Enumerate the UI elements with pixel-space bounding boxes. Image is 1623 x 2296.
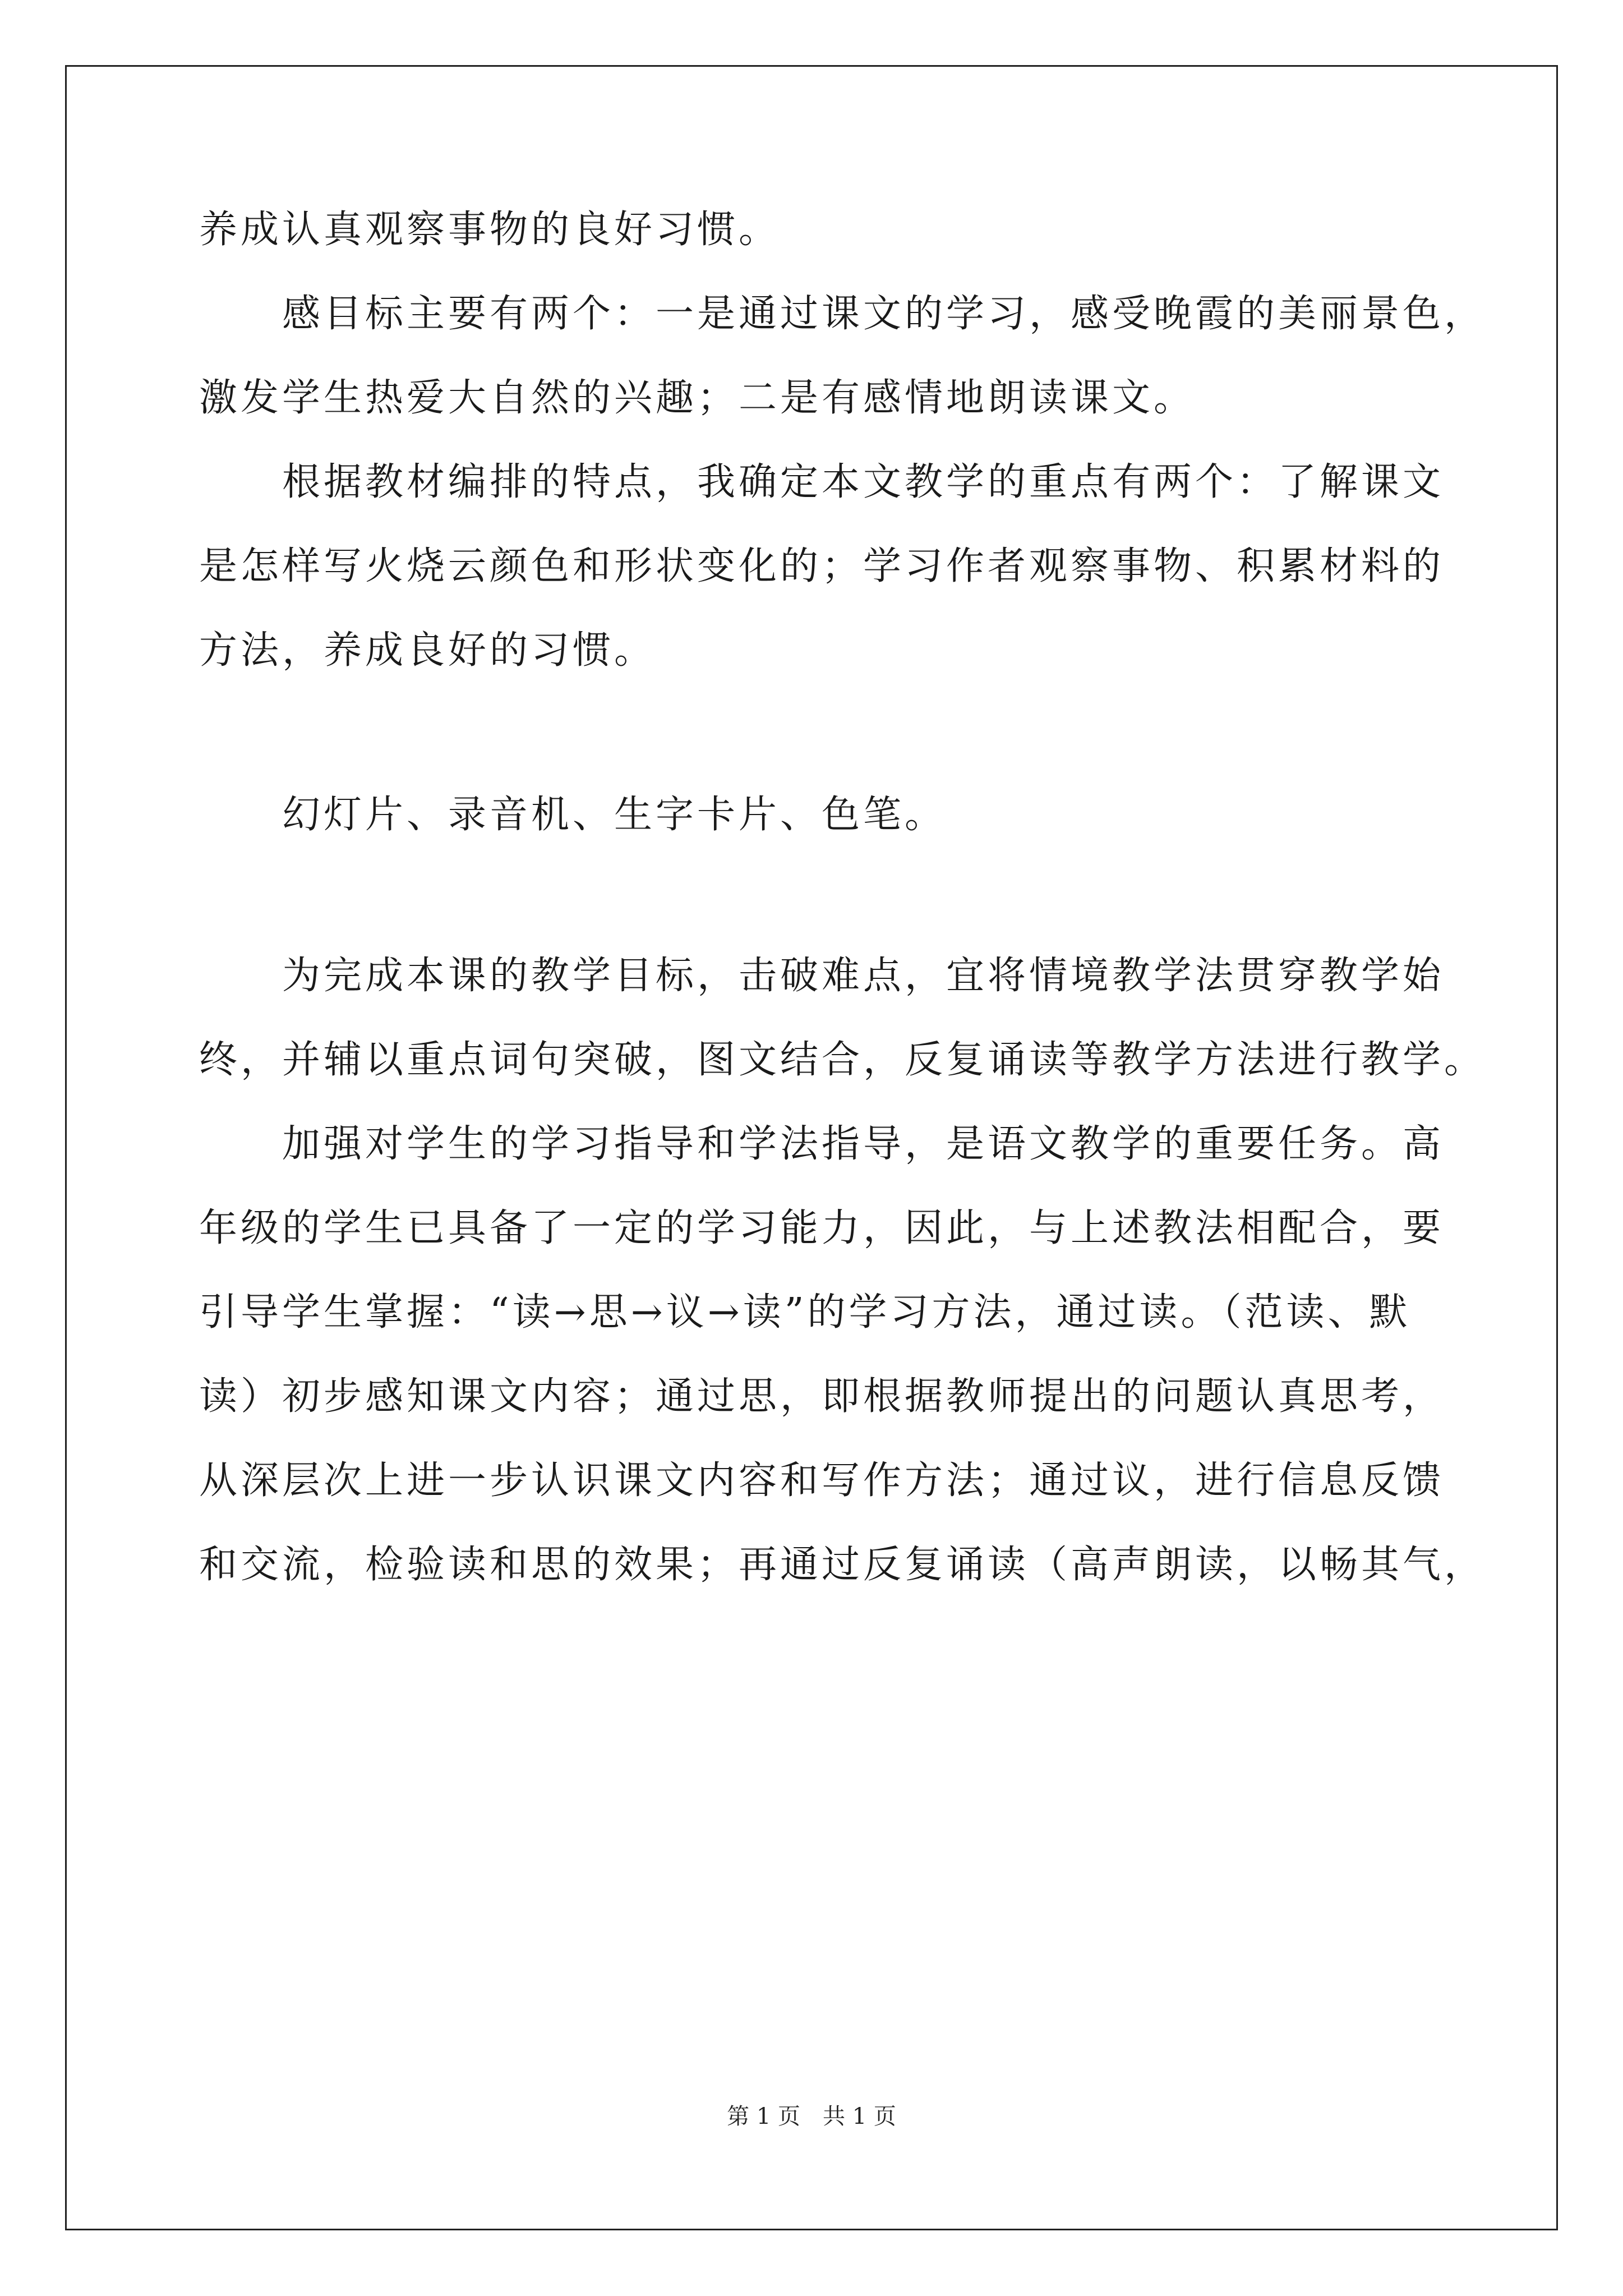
text-line: 从深层次上进一步认识课文内容和写作方法；通过议，进行信息反馈: [199, 1458, 1445, 1503]
paragraph-line: 幻灯片、录音机、生字卡片、色笔。: [282, 793, 947, 837]
text-line: 引导学生掌握：“读→思→议→读”的学习方法，通过读。（范读、默: [199, 1290, 1411, 1335]
text-line: 读）初步感知课文内容；通过思，即根据教师提出的问题认真思考，: [199, 1374, 1445, 1419]
text-line: 养成认真观察事物的良好习惯。: [199, 208, 781, 252]
text-line: 是怎样写火烧云颜色和形状变化的；学习作者观察事物、积累材料的: [199, 544, 1445, 588]
text-line: 和交流，检验读和思的效果；再通过反复诵读（高声朗读，以畅其气，: [199, 1543, 1486, 1587]
page-footer: 第 1 页 共 1 页: [727, 2104, 896, 2129]
paragraph-line: 感目标主要有两个：一是通过课文的学习，感受晚霞的美丽景色，: [282, 292, 1486, 336]
text-line: 终，并辅以重点词句突破，图文结合，反复诵读等教学方法进行教学。: [199, 1038, 1486, 1082]
paragraph-line: 根据教材编排的特点，我确定本文教学的重点有两个：了解课文: [282, 460, 1445, 504]
paragraph-line: 加强对学生的学习指导和学法指导，是语文教学的重要任务。高: [282, 1122, 1445, 1166]
text-line: 方法，养成良好的习惯。: [199, 628, 656, 673]
paragraph-line: 为完成本课的教学目标，击破难点，宜将情境教学法贯穿教学始: [282, 954, 1445, 998]
text-line: 年级的学生已具备了一定的学习能力，因此，与上述教法相配合，要: [199, 1206, 1445, 1250]
text-line: 激发学生热爱大自然的兴趣；二是有感情地朗读课文。: [199, 376, 1196, 420]
